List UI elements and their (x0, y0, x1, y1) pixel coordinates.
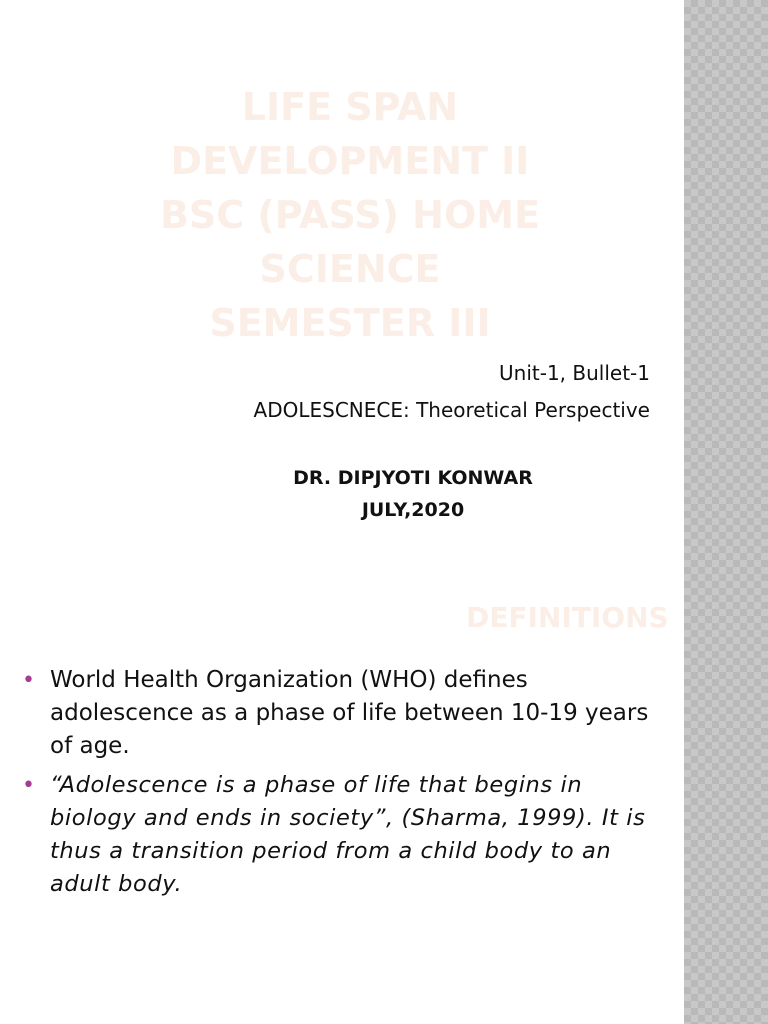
bullet-text: World Health Organization (WHO) defines adolescence as a phase of life between 10-19 years of age. (50, 667, 649, 759)
author-name: DR. DIPJYOTI KONWAR (293, 467, 533, 489)
title-line: BSC (PASS) HOME (159, 193, 541, 237)
bullet-text: “Adolescence is a phase of life that begins in biology and ends in society”, (Sharma, 1999). It is thus a transition period from a child body to an adult body. (50, 772, 646, 897)
title-line: SCIENCE (259, 247, 441, 291)
bullet-icon: • (22, 668, 35, 693)
unit-label: Unit-1, Bullet-1 (499, 361, 650, 385)
title-line: SEMESTER III (209, 301, 491, 345)
title-line: LIFE SPAN (241, 85, 459, 129)
author-block (250, 462, 576, 526)
bullet-icon: • (22, 773, 36, 798)
definitions-list (22, 664, 672, 907)
decorative-side-strip (684, 0, 768, 1024)
list-item (22, 769, 672, 901)
presentation-date: JULY,2020 (361, 499, 465, 521)
title-line: DEVELOPMENT II (170, 139, 530, 183)
list-item (22, 664, 672, 763)
section-heading: DEFINITIONS (466, 601, 669, 634)
topic-label: ADOLESCNECE: Theoretical Perspective (253, 398, 650, 422)
slide-title (150, 80, 550, 350)
